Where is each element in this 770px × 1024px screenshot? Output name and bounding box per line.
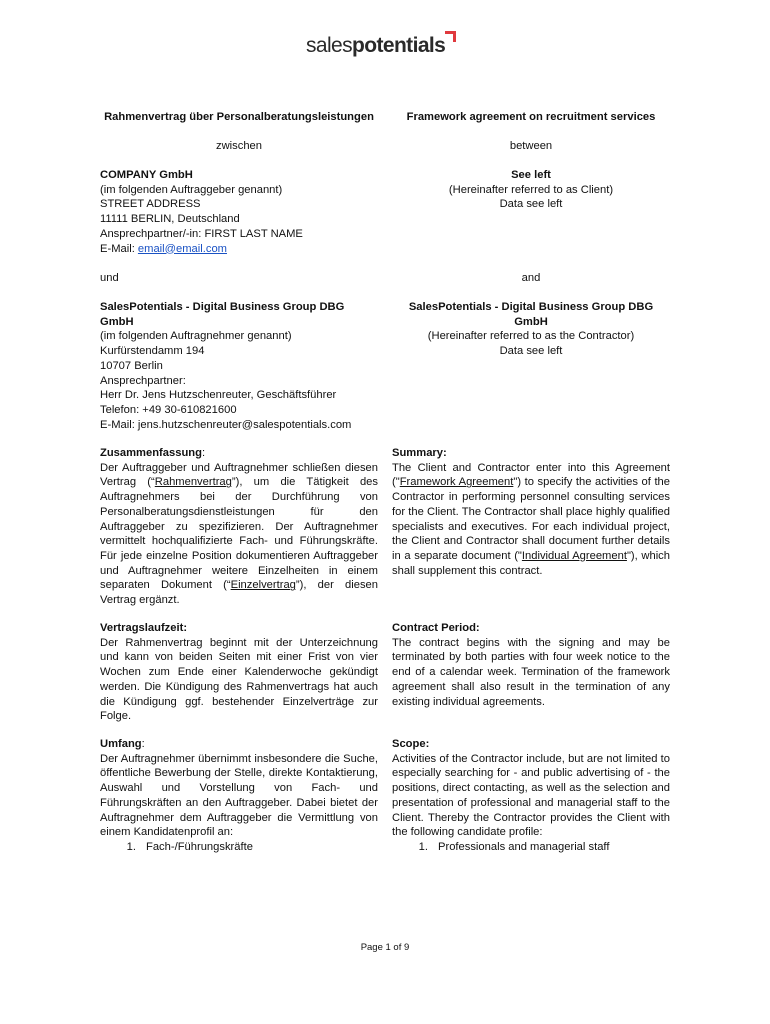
period-heading-en: Contract Period:: [392, 622, 480, 634]
client-street: STREET ADDRESS: [100, 198, 201, 211]
contractor-phone: Telefon: +49 30-610821600: [100, 403, 237, 416]
period-heading-de: Vertragslaufzeit:: [100, 622, 188, 634]
client-name: COMPANY GmbH: [100, 169, 193, 181]
scope-text-de: Der Auftragnehmer übernimmt insbesondere die Suche, öffentliche Bewerbung der Stelle, direkte Kontaktierung, Auswahl und Vorstellung von Fach- und Führungskräften an den Auftraggeber. Dabei bietet der Auftragnehmer dem Auftraggeber die Vermittlung von einem Kandidatenprofil an:: [100, 752, 378, 839]
scope-text-en: Activities of the Contractor include, but are not limited to especially searching for - and public advertising of - the positions, direct contacting, as well as the selection and presentation of professional and managerial staff to the Client. Thereby the Contractor provides the Client with the following candidate profile:: [392, 752, 670, 839]
scope-en: [392, 737, 670, 855]
summary-text-en: [392, 461, 670, 579]
client-role-de: (im folgenden Auftraggeber genannt): [100, 183, 283, 196]
scope-heading-en: Scope:: [392, 738, 430, 750]
summary-en: [392, 446, 670, 578]
client-data-en: Data see left: [499, 198, 563, 211]
client-email-line: [100, 242, 378, 257]
summary-heading-en: Summary:: [392, 447, 447, 459]
client-role-en: (Hereinafter referred to as Client): [448, 183, 614, 196]
summary-heading-de-text: Zusammenfassung: [100, 447, 202, 459]
client-block-de: [100, 168, 378, 256]
between-en: between: [509, 140, 553, 152]
scope-heading-de-colon: :: [141, 738, 145, 750]
summary-heading-de: [100, 446, 378, 461]
period-en: [392, 621, 670, 709]
contractor-contact-label: Ansprechpartner:: [100, 374, 186, 387]
summary-de-part1: Der Auftraggeber und Auftragnehmer schließen diesen Vertrag (“: [100, 461, 378, 489]
and-en: and: [521, 272, 541, 284]
scope-item-number-en: 1.: [418, 840, 428, 853]
scope-de: [100, 737, 378, 855]
contractor-contact: Herr Dr. Jens Hutzschenreuter, Geschäftsführer: [100, 389, 337, 402]
scope-heading-de: [100, 737, 378, 752]
scope-list-item-en: [392, 840, 670, 855]
between-de: zwischen: [215, 140, 262, 152]
summary-en-term-individual: Individual Agreement: [521, 549, 627, 562]
scope-heading-de-text: Umfang: [100, 738, 142, 750]
and-de: und: [100, 272, 119, 284]
logo-part-potentials: potentials: [352, 34, 446, 57]
contractor-street: Kurfürstendamm 194: [100, 345, 205, 358]
contractor-block-en: [392, 300, 670, 359]
summary-en-part2: ") to specify the activities of the Contractor in performing personnel consulting services for the Client. The Contractor shall place highly qualified specialists and executives. For each individual project, the Client and Contractor shall document further details in a separate document (": [392, 476, 670, 562]
title-de: Rahmenvertrag über Personalberatungsleistungen: [104, 111, 374, 123]
summary-text-de: [100, 461, 378, 608]
scope-list-item-de: [100, 840, 378, 855]
contractor-role-en: (Hereinafter referred to as the Contractor): [427, 330, 635, 343]
client-city: 11111 BERLIN, Deutschland: [100, 213, 240, 226]
page-number: Page 1 of 9: [360, 942, 410, 953]
client-contact: Ansprechpartner/-in: FIRST LAST NAME: [100, 227, 303, 240]
summary-de-term-rahmenvertrag: Rahmenvertrag: [154, 476, 232, 489]
summary-de-part2: ”), um die Tätigkeit des Auftragnehmers bei der Durchführung von Personalberatungsdienstleistungen für den Auftraggeber zu spezifizieren. Der Auftragnehmer vermittelt hochqualifizierte Fach- und Führungskräfte. Für jede einzelne Position dokumentieren Auftraggeber und Auftragnehmer weitere Einzelheiten in einem separaten Dokument (“: [100, 476, 378, 592]
summary-en-part1: The Client and Contractor enter into this Agreement (": [392, 461, 670, 489]
contractor-email: E-Mail: jens.hutzschenreuter@salespotentials.com: [100, 418, 352, 431]
contractor-block-de: [100, 300, 378, 432]
client-email-label: E-Mail:: [100, 242, 138, 255]
client-block-en: [392, 168, 670, 212]
summary-de: [100, 446, 378, 608]
contractor-name: SalesPotentials - Digital Business Group DBG GmbH: [100, 301, 345, 328]
scope-item-text-en: Professionals and managerial staff: [438, 840, 610, 853]
company-logo: [306, 34, 445, 58]
contractor-name-en: SalesPotentials - Digital Business Group DBG GmbH: [408, 301, 654, 328]
summary-de-part3: ”), der diesen Vertrag ergänzt.: [100, 579, 378, 607]
scope-item-number-de: 1.: [126, 840, 136, 853]
scope-item-text-de: Fach-/Führungskräfte: [146, 840, 253, 853]
summary-heading-de-colon: :: [201, 447, 206, 459]
client-name-en: See left: [511, 169, 551, 181]
client-email-link[interactable]: email@email.com: [137, 242, 227, 255]
summary-en-part3: "), which shall supplement this contract.: [392, 549, 670, 577]
summary-en-term-framework: Framework Agreement: [399, 476, 514, 489]
title-en: Framework agreement on recruitment services: [406, 111, 656, 123]
contractor-role-de: (im folgenden Auftragnehmer genannt): [100, 330, 292, 343]
contractor-city: 10707 Berlin: [100, 359, 163, 372]
logo-corner-mark: [445, 31, 456, 42]
period-de: [100, 621, 378, 724]
contractor-data-en: Data see left: [499, 345, 563, 358]
period-text-de: Der Rahmenvertrag beginnt mit der Unterzeichnung und kann von beiden Seiten mit einer Frist von vier Wochen zum Ende einer Kalenderwoche gekündigt werden. Die Kündigung des Rahmenvertrags hat auch die Kündigung ggf. bestehender Einzelverträge zur Folge.: [100, 636, 378, 723]
period-text-en: The contract begins with the signing and may be terminated by both parties with four week notice to the end of a calendar week. Termination of the framework agreement shall also result in the termination of any existing individual agreements.: [392, 636, 670, 708]
summary-de-term-einzelvertrag: Einzelvertrag: [230, 579, 296, 592]
logo-part-sales: sales: [306, 34, 353, 57]
